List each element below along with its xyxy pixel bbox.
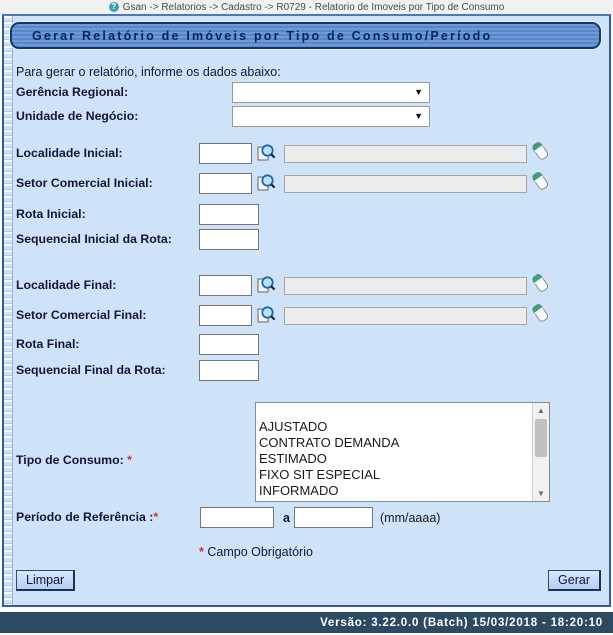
gerencia-regional-label: Gerência Regional: — [16, 85, 129, 99]
search-icon[interactable] — [256, 275, 276, 295]
required-note-text: Campo Obrigatório — [203, 545, 313, 559]
eraser-icon[interactable] — [531, 303, 549, 324]
sequencial-inicial-input[interactable] — [199, 229, 259, 250]
page-title-text: Gerar Relatório de Imóveis por Tipo de Consumo/Período — [32, 28, 493, 43]
localidade-final-label: Localidade Final: — [16, 278, 117, 292]
intro-text: Para gerar o relatório, informe os dados abaixo: — [16, 65, 281, 79]
breadcrumb: Gsan -> Relatorios -> Cadastro -> R0729 - Relatorio de Imoveis por Tipo de Consumo — [122, 1, 505, 13]
tipo-consumo-option[interactable] — [256, 403, 532, 419]
main-frame — [2, 14, 611, 607]
help-icon[interactable]: ? — [109, 2, 119, 12]
row-gerencia-regional — [4, 82, 609, 106]
periodo-format-hint: (mm/aaaa) — [380, 511, 441, 525]
required-asterisk: * — [153, 510, 159, 524]
periodo-separator: a — [283, 511, 290, 525]
breadcrumb-bar — [0, 0, 613, 14]
tipo-consumo-option[interactable]: CONTRATO DEMANDA — [259, 435, 400, 450]
sequencial-final-input[interactable] — [199, 360, 259, 381]
localidade-inicial-input[interactable] — [199, 143, 252, 164]
search-icon[interactable] — [256, 143, 276, 163]
search-icon[interactable] — [256, 173, 276, 193]
row-sequencial-final — [4, 360, 609, 384]
row-rota-inicial — [4, 204, 609, 228]
gerar-button[interactable]: Gerar — [548, 570, 601, 591]
periodo-inicio-input[interactable] — [200, 507, 274, 528]
required-note — [199, 545, 313, 559]
sequencial-inicial-label: Sequencial Inicial da Rota: — [16, 232, 172, 246]
tipo-consumo-option[interactable]: FIXO SIT ESPECIAL — [259, 467, 381, 482]
gerencia-regional-select[interactable] — [232, 82, 430, 103]
setor-comercial-inicial-label: Setor Comercial Inicial: — [16, 176, 153, 190]
setor-comercial-inicial-input[interactable] — [199, 173, 252, 194]
tipo-consumo-listbox[interactable] — [255, 402, 550, 502]
eraser-icon[interactable] — [531, 141, 549, 162]
localidade-final-name-field — [284, 277, 527, 295]
localidade-final-input[interactable] — [199, 275, 252, 296]
version-bar — [0, 612, 613, 633]
row-unidade-negocio — [4, 106, 609, 130]
localidade-inicial-name-field — [284, 145, 527, 163]
row-setor-comercial-final — [4, 305, 609, 329]
setor-comercial-final-name-field — [284, 307, 527, 325]
tipo-consumo-label: Tipo de Consumo: — [16, 453, 124, 467]
tipo-consumo-option[interactable]: INFORMADO — [259, 483, 339, 498]
setor-comercial-final-input[interactable] — [199, 305, 252, 326]
rota-inicial-input[interactable] — [199, 204, 259, 225]
eraser-icon[interactable] — [531, 273, 549, 294]
version-text: Versão: 3.22.0.0 (Batch) 15/03/2018 - 18:20:10 — [320, 616, 603, 629]
unidade-negocio-label: Unidade de Negócio: — [16, 109, 139, 123]
tipo-consumo-option[interactable]: AJUSTADO — [259, 419, 328, 434]
periodo-referencia-label: Período de Referência : — [16, 510, 154, 524]
setor-comercial-final-label: Setor Comercial Final: — [16, 308, 147, 322]
tipo-consumo-option[interactable]: ESTIMADO — [259, 451, 327, 466]
sequencial-final-label: Sequencial Final da Rota: — [16, 363, 166, 377]
search-icon[interactable] — [256, 305, 276, 325]
scroll-up-icon[interactable]: ▲ — [537, 406, 545, 415]
limpar-button[interactable]: Limpar — [16, 570, 75, 591]
chevron-down-icon: ▼ — [414, 87, 423, 97]
page-title — [10, 22, 601, 49]
localidade-inicial-label: Localidade Inicial: — [16, 146, 123, 160]
row-rota-final — [4, 334, 609, 358]
rota-final-input[interactable] — [199, 334, 259, 355]
listbox-scrollbar[interactable] — [532, 403, 549, 501]
rota-inicial-label: Rota Inicial: — [16, 207, 86, 221]
scroll-down-icon[interactable]: ▼ — [537, 489, 545, 498]
row-localidade-inicial — [4, 143, 609, 167]
tipo-consumo-options — [256, 403, 532, 501]
row-localidade-final — [4, 275, 609, 299]
setor-comercial-inicial-name-field — [284, 175, 527, 193]
rota-final-label: Rota Final: — [16, 337, 80, 351]
periodo-fim-input[interactable] — [294, 507, 373, 528]
required-asterisk: * — [199, 545, 204, 559]
scrollbar-thumb[interactable] — [535, 419, 547, 457]
chevron-down-icon: ▼ — [414, 111, 423, 121]
required-asterisk: * — [127, 453, 132, 467]
unidade-negocio-select[interactable] — [232, 106, 430, 127]
eraser-icon[interactable] — [531, 171, 549, 192]
row-sequencial-inicial — [4, 229, 609, 253]
row-setor-comercial-inicial — [4, 173, 609, 197]
row-periodo-referencia — [4, 507, 609, 531]
